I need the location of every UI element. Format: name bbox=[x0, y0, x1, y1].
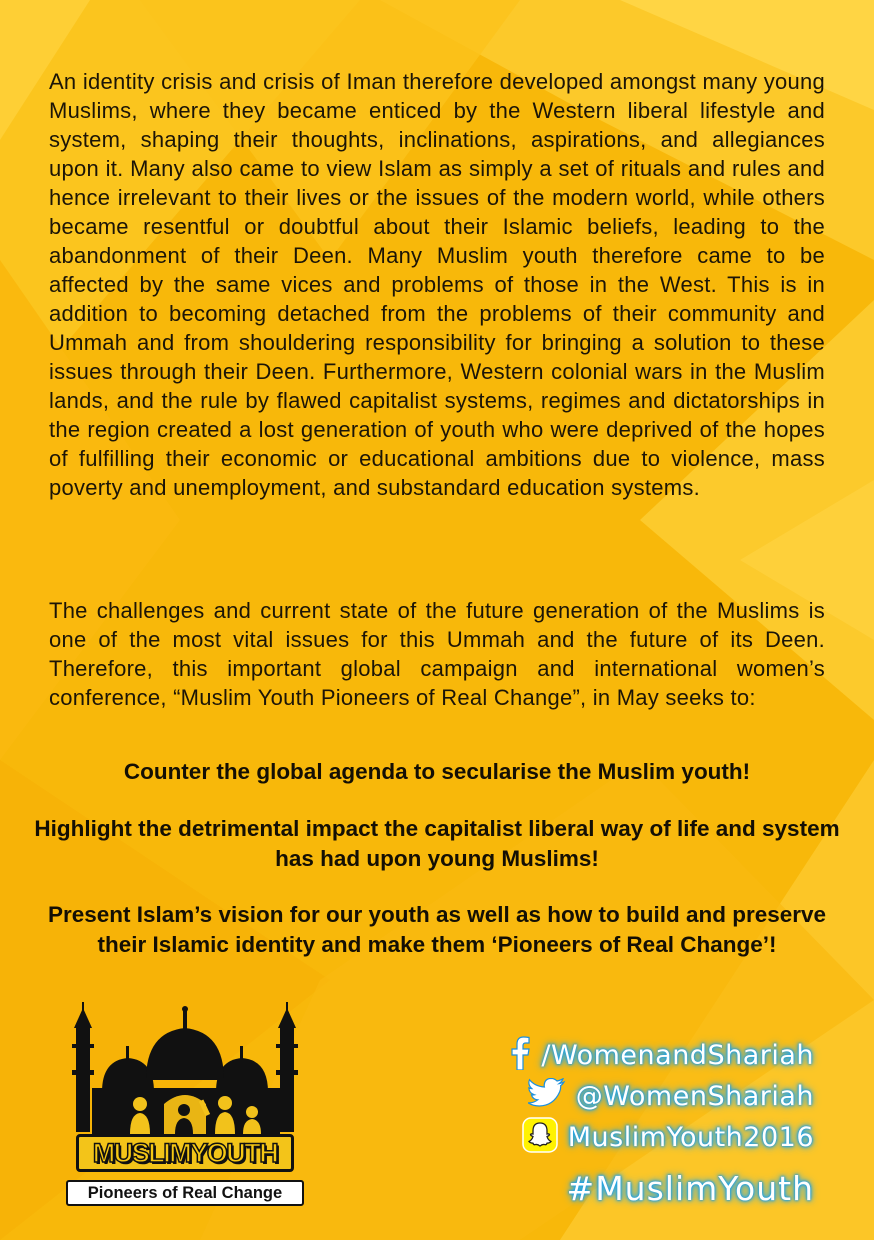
aim-1: Counter the global agenda to secularise the Muslim youth! bbox=[123, 759, 751, 784]
muslim-youth-logo bbox=[62, 1000, 308, 1212]
mosque-icon bbox=[62, 1000, 308, 1140]
campaign-hashtag: #MuslimYouth bbox=[566, 1168, 814, 1208]
snapchat-link[interactable] bbox=[522, 1117, 814, 1157]
intro-paragraph: An identity crisis and crisis of Iman therefore developed amongst many young Muslims, where they became enticed by the Western liberal lifestyle and system, shaping their thoughts, inclinations, aspirations, and allegiances upon it. Many also came to view Islam as simply a set of rituals and rules and hence irrelevant to their lives or the issues of the modern world, while others became resentful or doubtful about their Islamic beliefs, leading to the abandonment of their Deen. Many Muslim youth therefore came to be affected by the same vices and problems of those in the West. This is in addition to becoming detached from the problems of their community and Ummah and from shouldering responsibility for bringing a solution to these issues through their Deen. Furthermore, Western colonial wars in the Muslim lands, and the rule by flawed capitalist systems, regimes and dictatorships in the region created a lost generation of youth who were deprived of the hopes of fulfilling their economic or educational ambitions due to violence, mass poverty and unemployment, and substandard education systems. bbox=[49, 69, 825, 500]
aim-3: Present Islam’s vision for our youth as well as how to build and preserve their Islamic identity and make them ‘Pioneers of Real Change’! bbox=[47, 902, 827, 957]
twitter-icon bbox=[528, 1078, 566, 1115]
aim-2: Highlight the detrimental impact the capitalist liberal way of life and system has had upon young Muslims! bbox=[34, 816, 840, 871]
facebook-handle: /WomenandShariah bbox=[541, 1039, 814, 1071]
facebook-icon bbox=[509, 1036, 531, 1075]
campaign-paragraph: The challenges and current state of the future generation of the Muslims is one of the most vital issues for this Ummah and the future of its Deen. Therefore, this important global campaign and international women’s conference, “Muslim Youth Pioneers of Real Change”, in May seeks to: bbox=[49, 598, 825, 710]
twitter-link[interactable] bbox=[528, 1076, 814, 1116]
hashtag-link[interactable] bbox=[567, 1168, 814, 1208]
logo-title: MUSLIMYOUTH bbox=[76, 1134, 294, 1172]
twitter-handle: @WomenShariah bbox=[575, 1080, 814, 1112]
snapchat-icon bbox=[522, 1117, 558, 1158]
snapchat-handle: MuslimYouth2016 bbox=[567, 1121, 814, 1153]
facebook-link[interactable] bbox=[509, 1035, 814, 1075]
logo-subtitle: Pioneers of Real Change bbox=[66, 1180, 304, 1206]
